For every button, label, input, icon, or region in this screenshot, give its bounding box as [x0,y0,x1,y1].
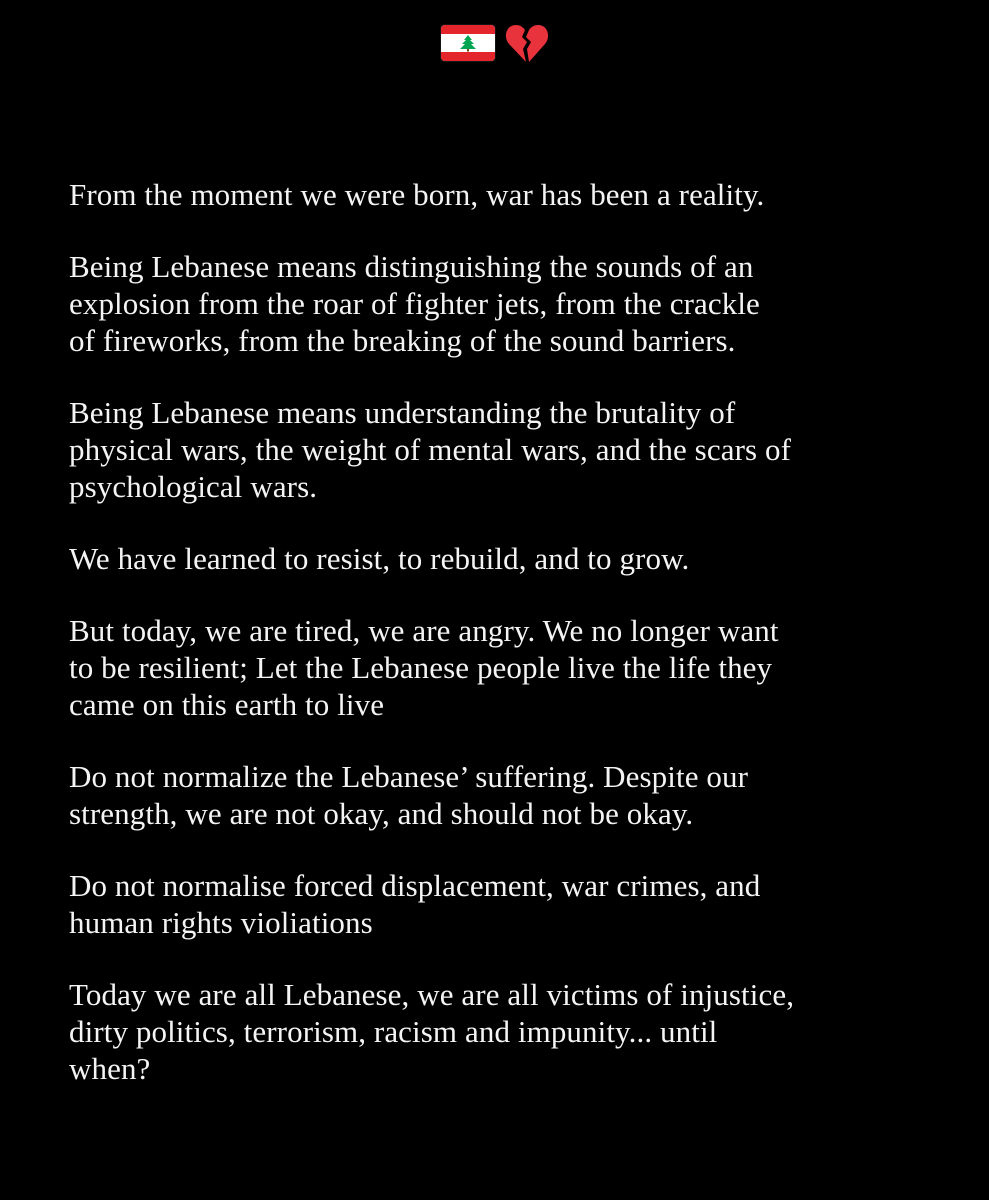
post-text [69,176,949,1122]
paragraph-1: From the moment we were born, war has been a reality. [69,177,765,212]
paragraph-6: Do not normalize the Lebanese’ suffering. Despite our strength, we are not okay, and should not be okay. [69,759,749,831]
lebanon-flag-icon [441,25,495,61]
paragraph-7: Do not normalise forced displacement, war crimes, and human rights violiations [69,868,761,940]
paragraph-3: Being Lebanese means understanding the brutality of physical wars, the weight of mental wars, and the scars of psychological wars. [69,395,792,504]
broken-heart-icon [505,22,549,64]
paragraph-4: We have learned to resist, to rebuild, and to grow. [69,541,690,576]
paragraph-2: Being Lebanese means distinguishing the sounds of an explosion from the roar of fighter jets, from the crackle of fireworks, from the breaking of the sound barriers. [69,249,760,358]
header-emoji-row [0,22,989,64]
paragraph-8: Today we are all Lebanese, we are all victims of injustice, dirty politics, terrorism, racism and impunity... until when? [69,977,795,1086]
paragraph-5: But today, we are tired, we are angry. We no longer want to be resilient; Let the Lebanese people live the life they came on this earth to live [69,613,779,722]
